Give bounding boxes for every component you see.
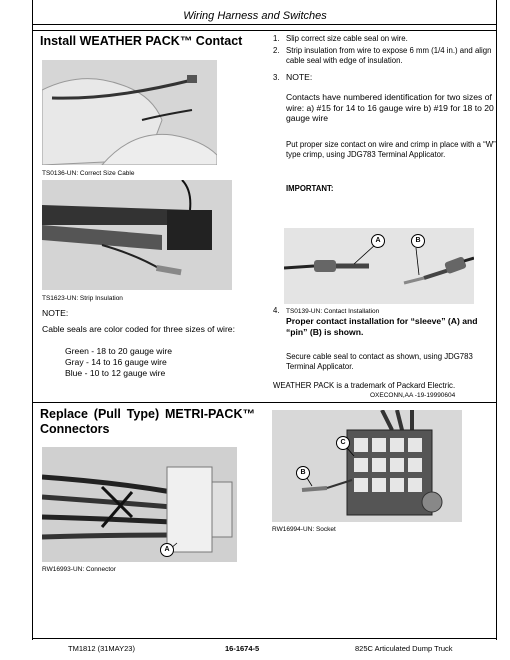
- fig5-caption: RW16994-UN: Socket: [272, 526, 336, 533]
- section2-title: Replace (Pull Type) METRI-PACK™ Connectors: [40, 407, 255, 436]
- callout-a-sleeve: A: [371, 234, 385, 248]
- step1-num: 1.: [273, 34, 280, 43]
- note-label: NOTE:: [42, 308, 69, 318]
- connector-illustration: [42, 447, 237, 562]
- figure-strip-insulation: [42, 180, 232, 290]
- wire-green: Green - 18 to 20 gauge wire: [65, 346, 173, 356]
- page-border-right: [496, 0, 497, 640]
- footer-page-number: 16-1674-5: [225, 644, 260, 653]
- step3-text: Put proper size contact on wire and crimp in place with a “W” type crimp, using JDG783 Terminal Applicator.: [286, 140, 496, 159]
- header-rule: [32, 24, 497, 25]
- callout-c-socket: C: [336, 436, 350, 450]
- callout-b-pin: B: [411, 234, 425, 248]
- section1-title: Install WEATHER PACK™ Contact: [40, 34, 243, 48]
- step3-note-label: NOTE:: [286, 72, 313, 82]
- fig3-caption: TS0139-UN: Contact Installation: [286, 308, 380, 315]
- step2-text: Strip insulation from wire to expose 6 mm (1/4 in.) and align cable seal with edge of insulation.: [286, 46, 492, 65]
- step4-text: Secure cable seal to contact as shown, using JDG783 Terminal Applicator.: [286, 352, 473, 371]
- note-text: Cable seals are color coded for three sizes of wire:: [42, 324, 235, 334]
- figure-correct-size-cable: [42, 60, 217, 165]
- trademark-note: WEATHER PACK is a trademark of Packard Electric.: [273, 381, 456, 390]
- footer-rule: [32, 638, 497, 639]
- wire-blue: Blue - 10 to 12 gauge wire: [65, 368, 166, 378]
- fig4-caption: RW16993-UN: Connector: [42, 566, 116, 573]
- doc-id: OXECONN,AA -19-19990604: [370, 392, 456, 399]
- step4-num: 4.: [273, 306, 280, 315]
- step1-text: Slip correct size cable seal on wire.: [286, 34, 408, 43]
- section2-top-rule: [32, 402, 497, 403]
- strip-tool-illustration: [42, 180, 232, 290]
- callout-a-connector: A: [160, 543, 174, 557]
- page-border-left: [32, 0, 33, 640]
- important-label: IMPORTANT:: [286, 184, 334, 193]
- step3-num: 3.: [273, 73, 280, 82]
- step2-num: 2.: [273, 46, 280, 55]
- fig1-caption: TS0136-UN: Correct Size Cable: [42, 170, 135, 177]
- step3-note: Contacts have numbered identification for two sizes of wire: a) #15 for 14 to 16 gauge wire b) #19 for 18 to 20 gauge wire: [286, 92, 494, 124]
- callout-b-pin-socket: B: [296, 466, 310, 480]
- wire-gray: Gray - 14 to 16 gauge wire: [65, 357, 167, 367]
- figure-socket: [272, 410, 462, 522]
- figure-contact-installation: [284, 228, 474, 304]
- page-header: Wiring Harness and Switches: [183, 10, 327, 22]
- fig2-caption: TS1623-UN: Strip Insulation: [42, 295, 123, 302]
- step4-bold: Proper contact installation for “sleeve” (A) and “pin” (B) is shown.: [286, 316, 478, 337]
- section1-top-rule: [32, 30, 497, 31]
- footer-right: 825C Articulated Dump Truck: [355, 644, 453, 653]
- hands-cable-illustration: [42, 60, 217, 165]
- footer-left: TM1812 (31MAY23): [68, 644, 135, 653]
- figure-connector: [42, 447, 237, 562]
